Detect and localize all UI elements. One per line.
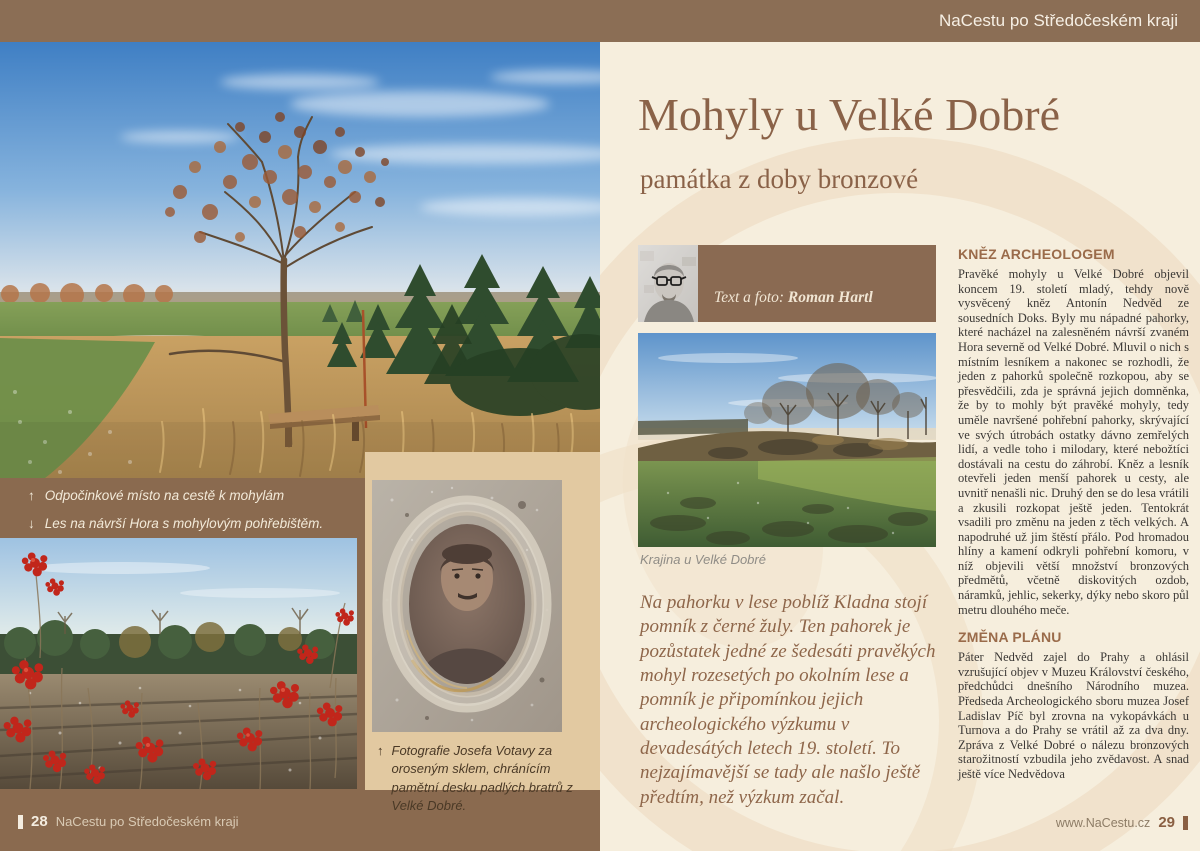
section-body: Páter Nedvěd zajel do Prahy a ohlásil vzrušující objev v Muzeu Království českého, předchůdci dnešního Národního muzea. Předseda Archeologického sboru muzea Josef Ladislav Píč byl zrovna na vykopávkách u Turnova a do Prahy se vrátil až za dva dny. Zpráva z Velké Dobré o nálezu bronzových starožitností vzbudila jeho zvědavost. A snad ještě více Nedvědova: [958, 650, 1189, 781]
landscape-photo-caption: Krajina u Velké Dobré: [640, 552, 766, 567]
right-page: [600, 42, 1200, 851]
author-credit: [714, 289, 873, 307]
main-landscape-photo: [0, 42, 600, 478]
left-page-number: 28: [31, 813, 48, 830]
memorial-photo: [372, 480, 562, 732]
caption-rest-spot: [28, 488, 323, 503]
left-page-captions: [28, 488, 323, 531]
memorial-panel: [365, 452, 600, 814]
footer-website: www.NaCestu.cz: [1055, 815, 1151, 830]
up-arrow-icon: ↑: [28, 488, 35, 503]
right-page-footer: [1056, 814, 1188, 831]
article-section-knez-archeologem: [958, 246, 1189, 617]
left-page-footer: [18, 813, 239, 830]
landscape-photo-velka-dobra: [638, 333, 936, 547]
magazine-header-bar: [0, 0, 1200, 42]
right-page-number: 29: [1158, 814, 1175, 831]
section-heading: ZMĚNA PLÁNU: [958, 629, 1062, 646]
memorial-caption-text: Fotografie Josefa Votavy za oroseným sklem, chránícím pamětní desku padlých bratrů z Velké Dobré.: [391, 743, 573, 814]
footer-block-icon: [1183, 816, 1188, 830]
up-arrow-icon: ↑: [377, 743, 384, 758]
article-subtitle: památka z doby bronzové: [640, 164, 919, 194]
down-arrow-icon: ↓: [28, 516, 35, 531]
author-credit-bar: [698, 245, 936, 322]
magazine-header-title: NaCestu po Středočeském kraji: [938, 11, 1178, 30]
memorial-caption: [377, 742, 589, 816]
caption-forest-hora-text: Les na návrší Hora s mohylovým pohřebištěm.: [44, 516, 324, 531]
caption-forest-hora: [28, 516, 323, 531]
footer-block-icon: [18, 815, 23, 829]
section-heading: KNĚZ ARCHEOLOGEM: [958, 246, 1115, 262]
article-lede: Na pahorku v lese poblíž Kladna stojí pomník z černé žuly. Ten pahorek je pozůstatek jedné ze šedesáti pravěkých mohyl rozesetých po okolním lese a pomník je připomínkou jejich archeologického výzkumu v devadesátých letech 19. století. To nejzajímavější se tady ale našlo ještě předtím, než výzkum začal.: [640, 592, 936, 808]
author-name: Roman Hartl: [787, 289, 873, 306]
left-page: [0, 42, 600, 851]
article-section-zmena-planu: [958, 629, 1189, 781]
berries-photo: [0, 538, 357, 789]
caption-rest-spot-text: Odpočinkové místo na cestě k mohylám: [44, 488, 285, 503]
section-body: Pravěké mohyly u Velké Dobré objevil koncem 19. století mladý, tehdy nově vysvěcený kněz Antonín Nedvěd ze sousedních Doks. Byly mu nápadné pahorky, které nacházel na zalesněném návrší zvaném Hora severně od Velké Dobré. Mluvil o nich s místním lesníkem a nakonec se rozhodli, že jeden z pahorků společně rozkopou, aby se přesvědčili, zda je správná jejich domněnka, že by to mohly být pravěké mohyly, tedy uměle navršené pohřební pahorky, skrývající ve svých útrobách ostatky dávno zemřelých lidí, a vedle toho i milodary, které nebožtíci dostávali na cestu do záhrobí. Kněz a lesník otevřeli jeden menší pahorek u cesty, ale uvnitř nenašli nic. Druhý den se do lesa vrátili a zkusili rozkopat ještě jeden. Tentokrát vsadili pro změnu na jeden z těch velkých. A napodruhé už jim štěstí přálo. Pod hromadou hlíny a kamení odkryli pohřební komoru, v níž objevili větší množství bronzových předmětů, včetně diskovitých ozdob, náramků, jehlic, sekerky, dýky nebo skoro půl metru dlouhého meče.: [958, 267, 1189, 617]
article-title: Mohyly u Velké Dobré: [638, 89, 1061, 140]
author-credit-label: Text a foto:: [714, 289, 788, 306]
article-column: [958, 246, 1189, 794]
author-portrait-photo: [638, 245, 698, 322]
left-footer-magazine: NaCestu po Středočeském kraji: [55, 814, 239, 829]
